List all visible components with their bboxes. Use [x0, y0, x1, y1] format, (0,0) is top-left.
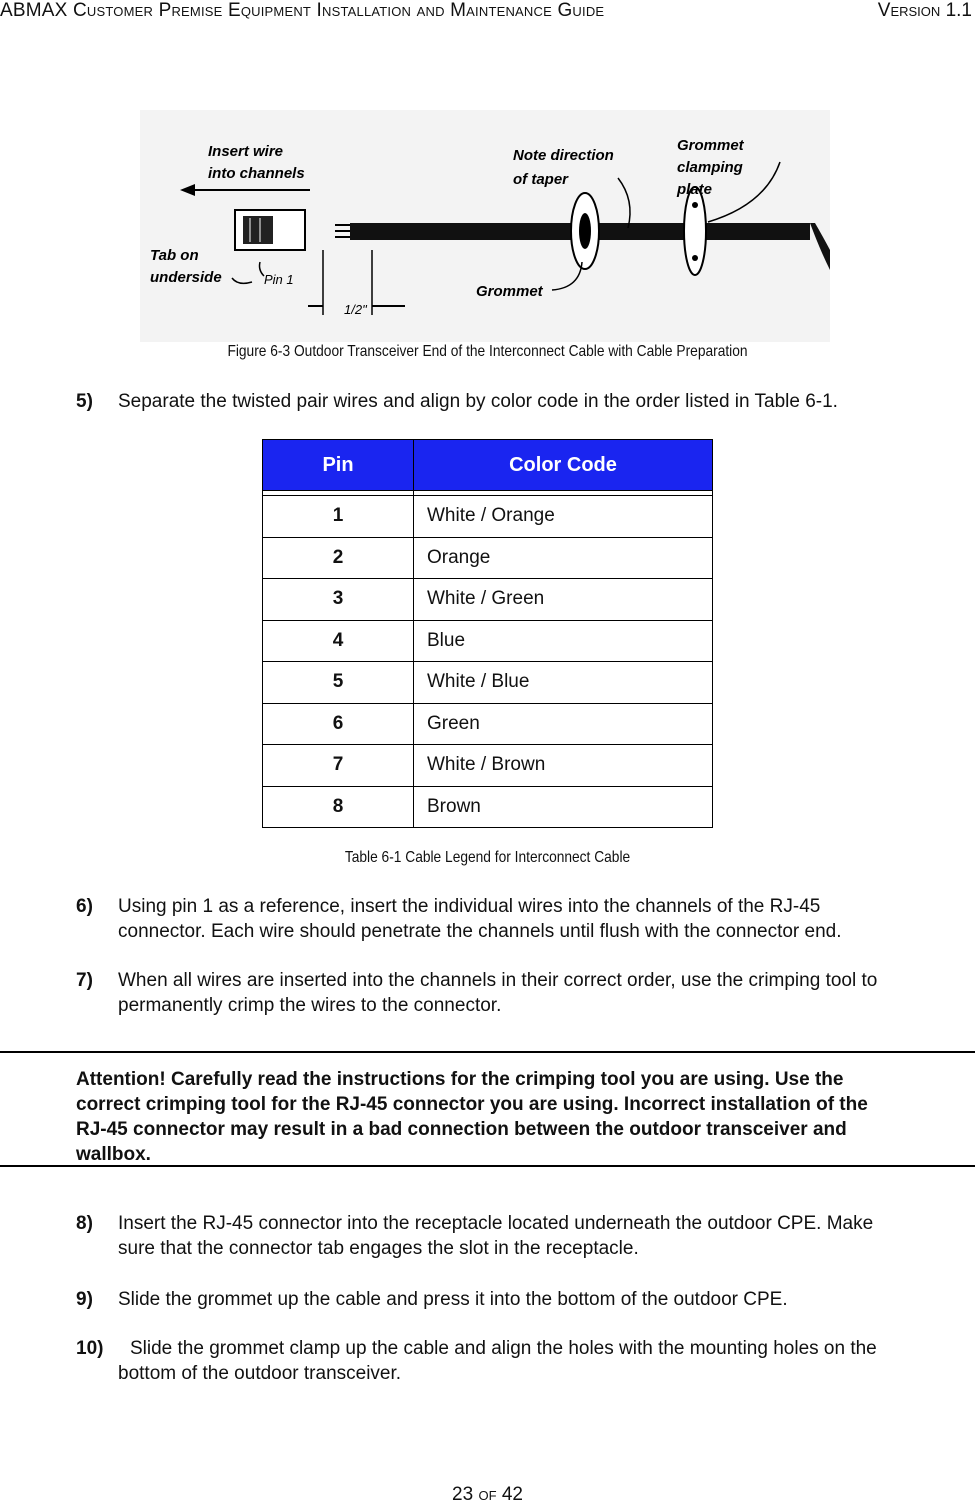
color-cell: Blue — [414, 620, 713, 662]
header-color-code: Color Code — [414, 440, 713, 491]
step-5 — [76, 389, 956, 414]
color-cell: White / Green — [414, 579, 713, 621]
document-header-title — [0, 0, 604, 22]
color-cell: White / Brown — [414, 745, 713, 787]
step-9 — [76, 1287, 956, 1312]
table-row — [263, 537, 713, 579]
attention-line: RJ-45 connector may result in a bad connection between the outdoor transceiver and — [76, 1119, 847, 1140]
step-text: Separate the twisted pair wires and align by color code in the order listed in Table 6-1. — [118, 391, 838, 412]
attention-box — [0, 1051, 975, 1167]
version-number: 1.1 — [945, 0, 972, 21]
color-cell: White / Orange — [414, 496, 713, 538]
attention-line: Attention! Carefully read the instructions for the crimping tool you are using. Use the — [76, 1069, 844, 1090]
version-label: Version — [877, 0, 941, 21]
color-cell: Brown — [414, 786, 713, 828]
total-pages: 42 — [501, 1484, 523, 1505]
header-brand: ABMAX — [0, 0, 68, 21]
step-text: bottom of the outdoor transceiver. — [118, 1363, 402, 1384]
cable-legend-table — [262, 439, 713, 828]
callout-tab-1: Tab on — [150, 247, 199, 264]
callout-plate-3: plate — [677, 181, 713, 198]
callout-note-2: of taper — [513, 171, 569, 188]
document-version — [878, 0, 972, 22]
step-text: Slide the grommet clamp up the cable and align the holes with the mounting holes on the — [130, 1338, 877, 1359]
figure-caption: Figure 6-3 Outdoor Transceiver End of the Interconnect Cable with Cable Preparation — [227, 343, 748, 360]
table-row — [263, 620, 713, 662]
color-cell: Green — [414, 703, 713, 745]
header-pin: Pin — [263, 440, 414, 491]
step-7 — [76, 968, 956, 1018]
page-of: of — [478, 1484, 497, 1505]
header-guide-title: Customer Premise Equipment Installation and Maintenance Guide — [73, 0, 605, 21]
step-number: 9) — [76, 1289, 93, 1310]
step-text: Slide the grommet up the cable and press it into the bottom of the outdoor CPE. — [118, 1289, 788, 1310]
current-page: 23 — [452, 1484, 474, 1505]
callout-insert-wire-2: into channels — [208, 165, 305, 182]
step-text: Using pin 1 as a reference, insert the individual wires into the channels of the RJ-45 — [118, 896, 821, 917]
step-text: permanently crimp the wires to the connector. — [118, 995, 502, 1016]
pin-cell: 3 — [263, 579, 414, 621]
attention-text — [76, 1067, 956, 1167]
step-number: 10) — [76, 1338, 104, 1359]
attention-line: wallbox. — [76, 1144, 151, 1165]
step-text: connector. Each wire should penetrate the channels until flush with the connector end. — [118, 921, 842, 942]
cable-preparation-figure — [140, 110, 830, 342]
callout-dimension: 1/2" — [344, 302, 367, 317]
table-row — [263, 786, 713, 828]
pin-cell: 6 — [263, 703, 414, 745]
step-number: 7) — [76, 970, 93, 991]
step-text: Insert the RJ-45 connector into the receptacle located underneath the outdoor CPE. Make — [118, 1213, 874, 1234]
attention-line: correct crimping tool for the RJ-45 connector you are using. Incorrect installation of the — [76, 1094, 868, 1115]
cable-diagram — [140, 110, 830, 342]
color-cell: White / Blue — [414, 662, 713, 704]
table-row — [263, 662, 713, 704]
callout-tab-2: underside — [150, 269, 222, 286]
callout-plate-1: Grommet — [677, 137, 744, 154]
pin-cell: 4 — [263, 620, 414, 662]
callout-insert-wire-1: Insert wire — [208, 143, 284, 160]
step-number: 8) — [76, 1213, 93, 1234]
step-number: 5) — [76, 391, 93, 412]
page-number — [0, 1484, 975, 1506]
table-row — [263, 703, 713, 745]
table-row — [263, 579, 713, 621]
step-number: 6) — [76, 896, 93, 917]
callout-note-1: Note direction — [513, 147, 614, 164]
step-10 — [76, 1336, 956, 1386]
step-text: When all wires are inserted into the channels in their correct order, use the crimping tool to — [118, 970, 878, 991]
pin-cell: 1 — [263, 496, 414, 538]
pin-cell: 7 — [263, 745, 414, 787]
callout-pin1: Pin 1 — [264, 272, 294, 287]
step-text: sure that the connector tab engages the slot in the receptacle. — [118, 1238, 639, 1259]
callout-grommet: Grommet — [476, 283, 543, 300]
pin-cell: 8 — [263, 786, 414, 828]
pin-cell: 5 — [263, 662, 414, 704]
color-cell: Orange — [414, 537, 713, 579]
table-caption: Table 6-1 Cable Legend for Interconnect Cable — [344, 849, 631, 866]
table-row — [263, 496, 713, 538]
step-8 — [76, 1211, 956, 1261]
pin-cell: 2 — [263, 537, 414, 579]
callout-plate-2: clamping — [677, 159, 743, 176]
table-row — [263, 745, 713, 787]
step-6 — [76, 894, 956, 944]
